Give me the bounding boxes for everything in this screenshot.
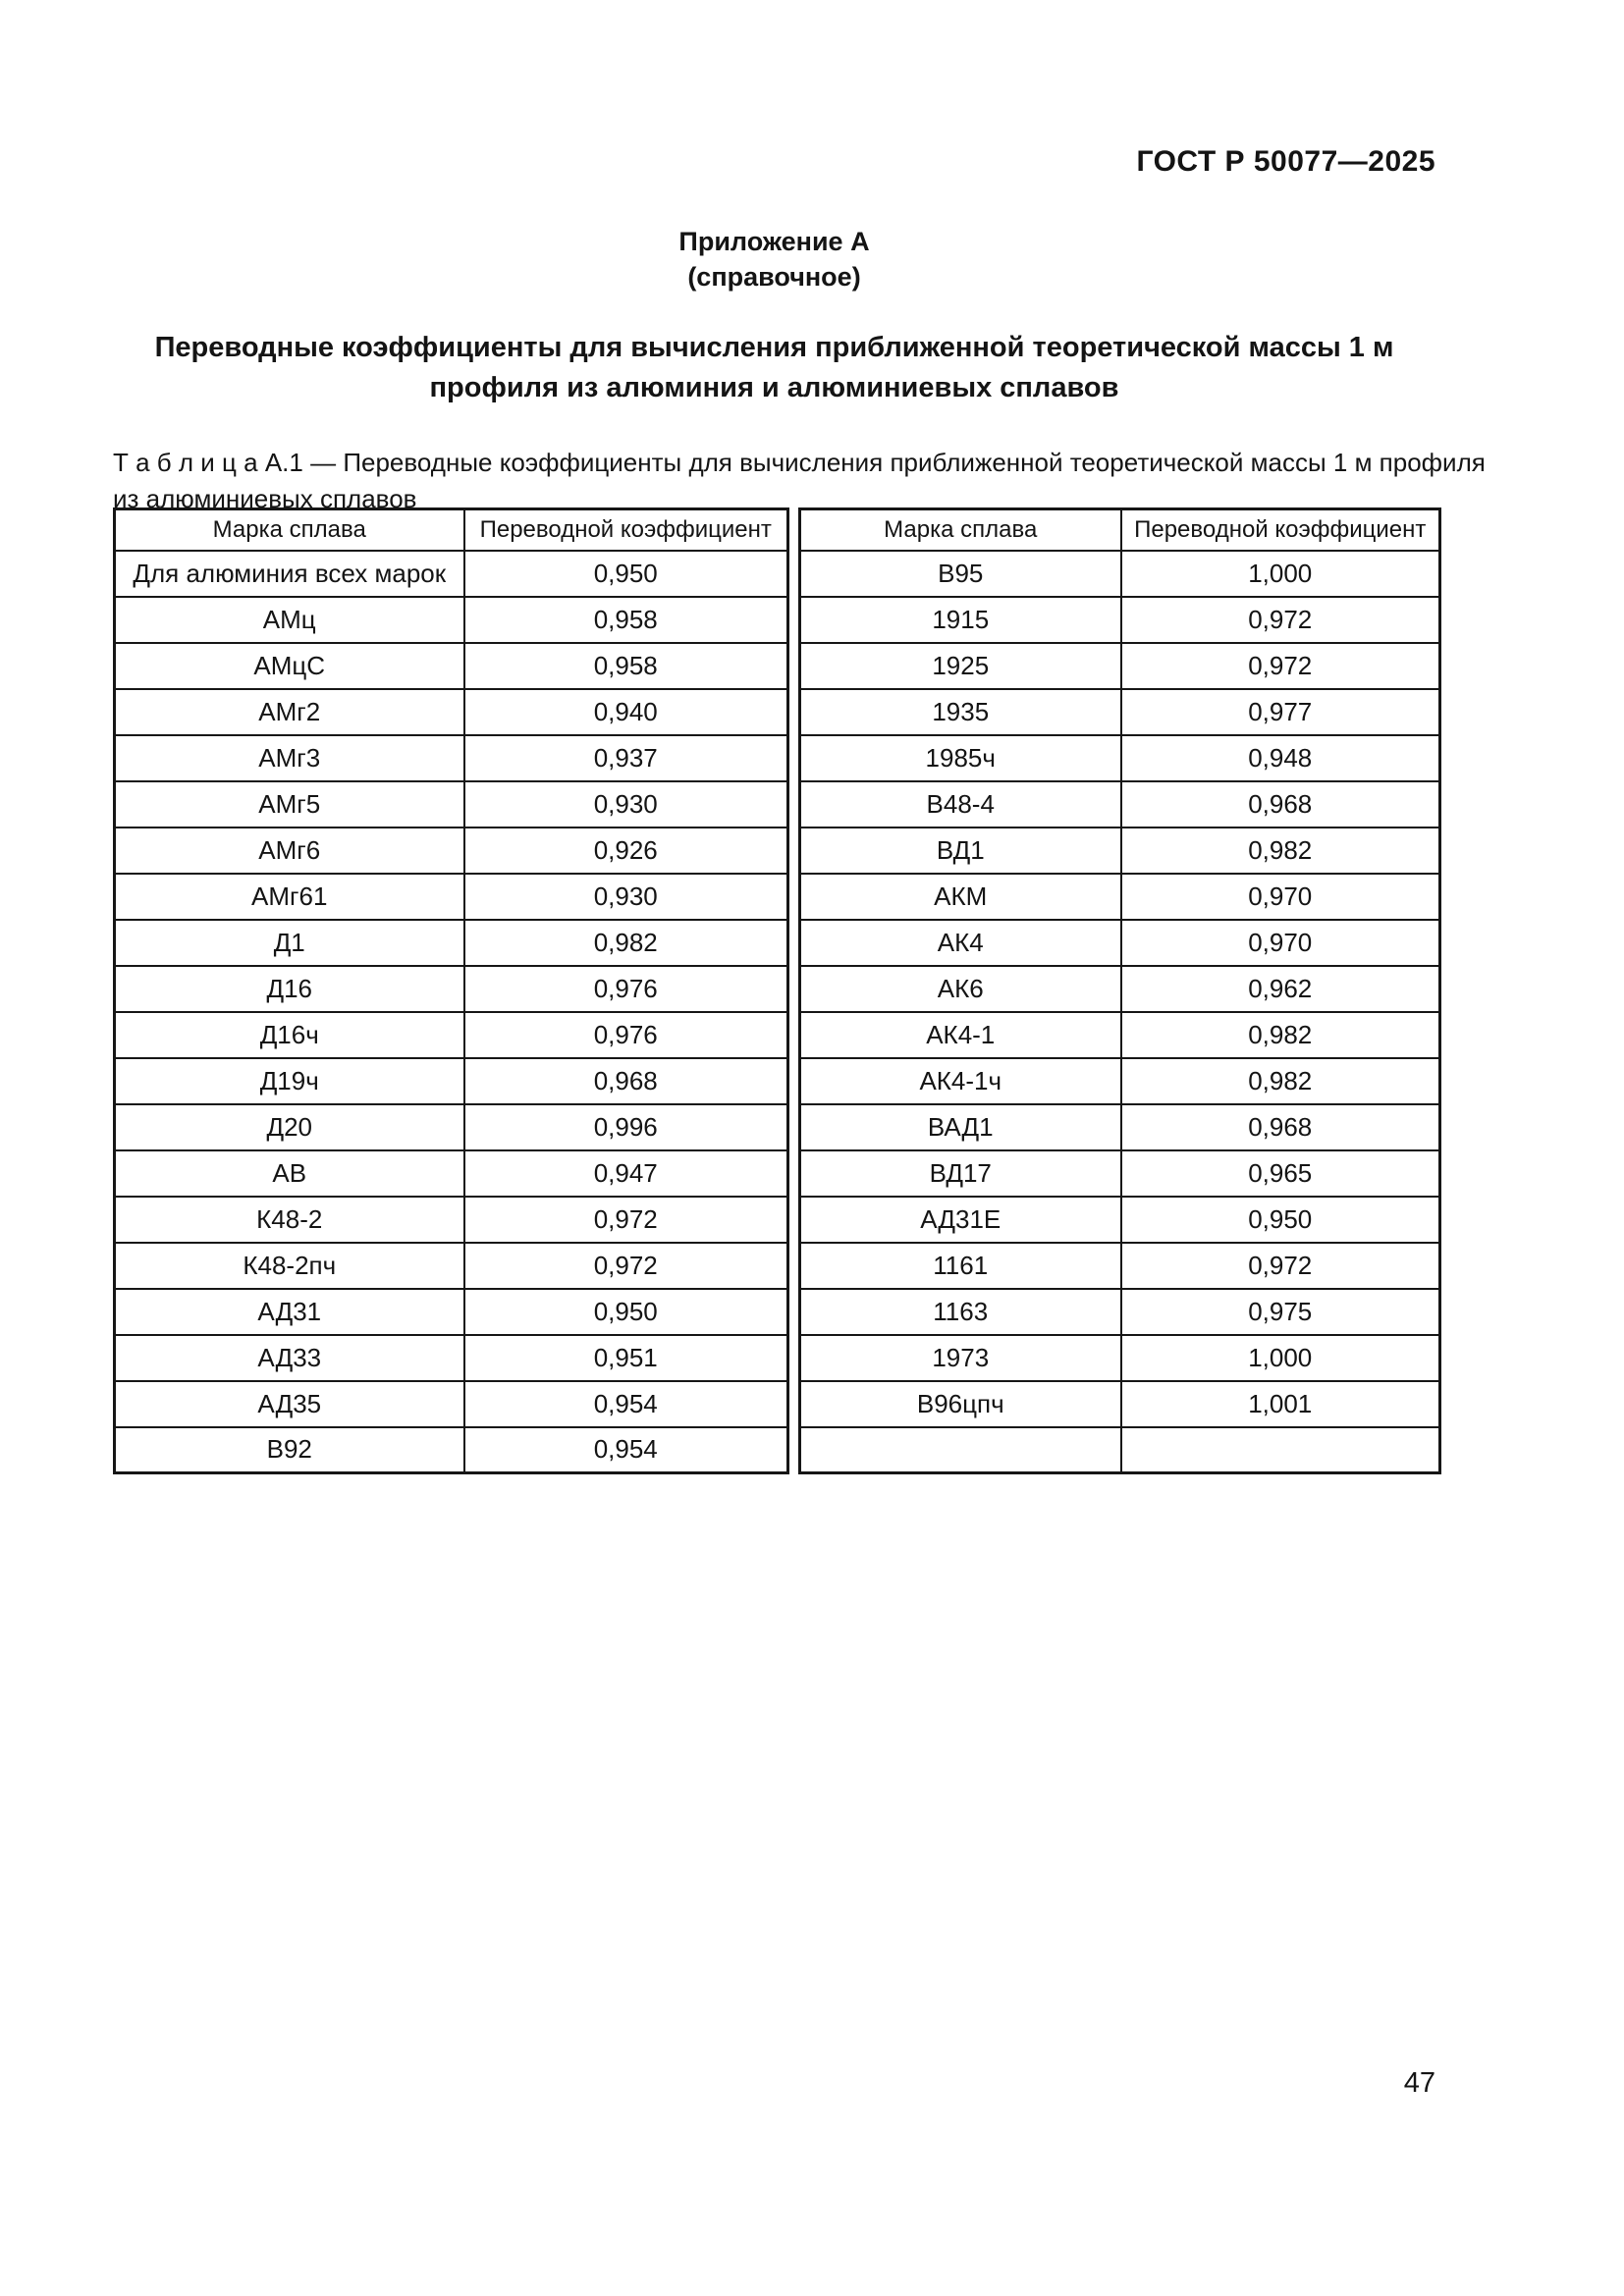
coefficient-cell: 0,996 <box>464 1104 788 1150</box>
table-row <box>800 781 1440 828</box>
alloy-grade-cell: АД31Е <box>800 1197 1121 1243</box>
table-row <box>115 1427 788 1473</box>
alloy-grade-cell: АК4 <box>800 920 1121 966</box>
alloy-grade-cell: АК6 <box>800 966 1121 1012</box>
table-row <box>115 1012 788 1058</box>
table-row <box>115 643 788 689</box>
table-body-right <box>800 551 1440 1473</box>
coefficient-cell: 0,982 <box>464 920 788 966</box>
coefficient-cell: 0,982 <box>1121 1012 1440 1058</box>
coefficient-cell: 0,947 <box>464 1150 788 1197</box>
alloy-grade-cell: ВД1 <box>800 828 1121 874</box>
coefficient-cell: 0,937 <box>464 735 788 781</box>
coefficient-cell: 0,965 <box>1121 1150 1440 1197</box>
table-row <box>115 874 788 920</box>
table-row <box>115 551 788 597</box>
page-number: 47 <box>1403 2067 1435 2099</box>
alloy-grade-cell: В96цпч <box>800 1381 1121 1427</box>
alloy-grade-cell: АВ <box>115 1150 464 1197</box>
alloy-grade-cell: АК4-1 <box>800 1012 1121 1058</box>
coefficient-cell: 0,972 <box>1121 643 1440 689</box>
column-header-coefficient: Переводной коэффициент <box>464 509 788 551</box>
alloy-grade-cell <box>800 1427 1121 1473</box>
table-row <box>115 966 788 1012</box>
alloy-grade-cell: ВД17 <box>800 1150 1121 1197</box>
alloy-grade-cell: АД33 <box>115 1335 464 1381</box>
table-caption <box>113 445 1507 517</box>
alloy-grade-cell: В95 <box>800 551 1121 597</box>
table-row <box>800 1243 1440 1289</box>
alloy-grade-cell: АМг61 <box>115 874 464 920</box>
table-row <box>800 1289 1440 1335</box>
coefficient-cell: 0,970 <box>1121 874 1440 920</box>
alloy-grade-cell: Д19ч <box>115 1058 464 1104</box>
alloy-grade-cell: АМг3 <box>115 735 464 781</box>
page-title-line1: Переводные коэффициенты для вычисления приближенной теоретической массы 1 м <box>154 332 1394 363</box>
table-row <box>115 1289 788 1335</box>
alloy-grade-cell: 1985ч <box>800 735 1121 781</box>
table-row <box>800 920 1440 966</box>
table-row <box>115 689 788 735</box>
table-row <box>800 597 1440 643</box>
table-row <box>800 689 1440 735</box>
coefficient-cell: 0,950 <box>1121 1197 1440 1243</box>
coefficient-cell: 0,982 <box>1121 1058 1440 1104</box>
alloy-grade-cell: АМг5 <box>115 781 464 828</box>
table-row <box>800 1058 1440 1104</box>
coefficient-cell: 0,968 <box>1121 781 1440 828</box>
header-row <box>115 509 788 551</box>
table-row <box>115 1197 788 1243</box>
annex-title: Приложение А <box>678 227 870 256</box>
alloy-grade-cell: АД35 <box>115 1381 464 1427</box>
table-row <box>800 1427 1440 1473</box>
annex-block <box>113 224 1435 294</box>
table-row <box>115 1150 788 1197</box>
table-row <box>115 597 788 643</box>
coefficient-cell: 0,968 <box>464 1058 788 1104</box>
coefficient-cell: 1,000 <box>1121 551 1440 597</box>
table-row <box>800 643 1440 689</box>
coefficient-cell: 0,975 <box>1121 1289 1440 1335</box>
coefficient-cell: 0,972 <box>1121 1243 1440 1289</box>
table-row <box>115 1381 788 1427</box>
coefficient-cell: 0,962 <box>1121 966 1440 1012</box>
coefficient-cell: 0,948 <box>1121 735 1440 781</box>
coefficient-cell: 0,958 <box>464 643 788 689</box>
alloy-grade-cell: АМг2 <box>115 689 464 735</box>
coefficient-cell: 0,976 <box>464 966 788 1012</box>
coefficient-cell: 0,972 <box>1121 597 1440 643</box>
alloy-grade-cell: АМц <box>115 597 464 643</box>
alloy-grade-cell: АМцС <box>115 643 464 689</box>
table-row <box>115 1058 788 1104</box>
coefficient-cell: 0,958 <box>464 597 788 643</box>
coefficient-cell: 1,000 <box>1121 1335 1440 1381</box>
alloy-grade-cell: К48-2 <box>115 1197 464 1243</box>
table-row <box>800 874 1440 920</box>
table-row <box>115 735 788 781</box>
coefficient-cell: 0,972 <box>464 1243 788 1289</box>
alloy-grade-cell: Д16ч <box>115 1012 464 1058</box>
coefficient-cell: 0,972 <box>464 1197 788 1243</box>
alloy-grade-cell: В48-4 <box>800 781 1121 828</box>
coefficient-cell: 0,951 <box>464 1335 788 1381</box>
table-row <box>800 1104 1440 1150</box>
header-row <box>800 509 1440 551</box>
coefficient-cell: 0,926 <box>464 828 788 874</box>
coefficient-cell: 0,976 <box>464 1012 788 1058</box>
annex-subtitle: (справочное) <box>687 262 861 292</box>
table-row <box>115 1335 788 1381</box>
table-row <box>800 551 1440 597</box>
coefficient-cell: 1,001 <box>1121 1381 1440 1427</box>
alloy-grade-cell: В92 <box>115 1427 464 1473</box>
coefficient-cell: 0,930 <box>464 781 788 828</box>
coefficient-cell: 0,950 <box>464 551 788 597</box>
coefficient-cell: 0,950 <box>464 1289 788 1335</box>
table-row <box>115 828 788 874</box>
table-row <box>800 1381 1440 1427</box>
table-row <box>800 828 1440 874</box>
coefficient-cell: 0,982 <box>1121 828 1440 874</box>
table-row <box>115 920 788 966</box>
column-header-alloy: Марка сплава <box>115 509 464 551</box>
table-caption-line1: Т а б л и ц а А.1 — Переводные коэффициенты для вычисления приближенной теоретической массы 1 м профиля <box>113 448 1486 477</box>
alloy-grade-cell: Для алюминия всех марок <box>115 551 464 597</box>
doc-code: ГОСТ Р 50077—2025 <box>1136 145 1435 178</box>
table-row <box>800 1197 1440 1243</box>
alloy-grade-cell: 1915 <box>800 597 1121 643</box>
alloy-grade-cell: 1163 <box>800 1289 1121 1335</box>
alloy-grade-cell: АК4-1ч <box>800 1058 1121 1104</box>
coefficient-cell: 0,930 <box>464 874 788 920</box>
column-header-coefficient: Переводной коэффициент <box>1121 509 1440 551</box>
alloy-grade-cell: АКМ <box>800 874 1121 920</box>
table-body-left <box>115 551 788 1473</box>
table-row <box>800 735 1440 781</box>
alloy-grade-cell: Д1 <box>115 920 464 966</box>
page-title-line2: профиля из алюминия и алюминиевых сплавов <box>429 372 1119 403</box>
alloy-grade-cell: ВАД1 <box>800 1104 1121 1150</box>
alloy-grade-cell: АД31 <box>115 1289 464 1335</box>
table-row <box>800 1012 1440 1058</box>
conversion-table <box>113 507 1441 1474</box>
table-row <box>800 1335 1440 1381</box>
coefficient-cell: 0,970 <box>1121 920 1440 966</box>
alloy-grade-cell: К48-2пч <box>115 1243 464 1289</box>
alloy-grade-cell: Д16 <box>115 966 464 1012</box>
alloy-grade-cell: АМг6 <box>115 828 464 874</box>
coefficient-cell <box>1121 1427 1440 1473</box>
table-row <box>800 966 1440 1012</box>
alloy-grade-cell: 1973 <box>800 1335 1121 1381</box>
coefficient-cell: 0,977 <box>1121 689 1440 735</box>
coefficient-cell: 0,940 <box>464 689 788 735</box>
page-title <box>113 328 1435 408</box>
coefficient-cell: 0,968 <box>1121 1104 1440 1150</box>
table-row <box>115 781 788 828</box>
alloy-grade-cell: 1925 <box>800 643 1121 689</box>
conversion-table-left <box>113 507 789 1474</box>
table-row <box>800 1150 1440 1197</box>
column-header-alloy: Марка сплава <box>800 509 1121 551</box>
coefficient-cell: 0,954 <box>464 1381 788 1427</box>
alloy-grade-cell: 1935 <box>800 689 1121 735</box>
table-row <box>115 1104 788 1150</box>
table-caption-line2: из алюминиевых сплавов <box>113 484 417 513</box>
coefficient-cell: 0,954 <box>464 1427 788 1473</box>
alloy-grade-cell: 1161 <box>800 1243 1121 1289</box>
table-row <box>115 1243 788 1289</box>
alloy-grade-cell: Д20 <box>115 1104 464 1150</box>
conversion-table-right <box>798 507 1441 1474</box>
